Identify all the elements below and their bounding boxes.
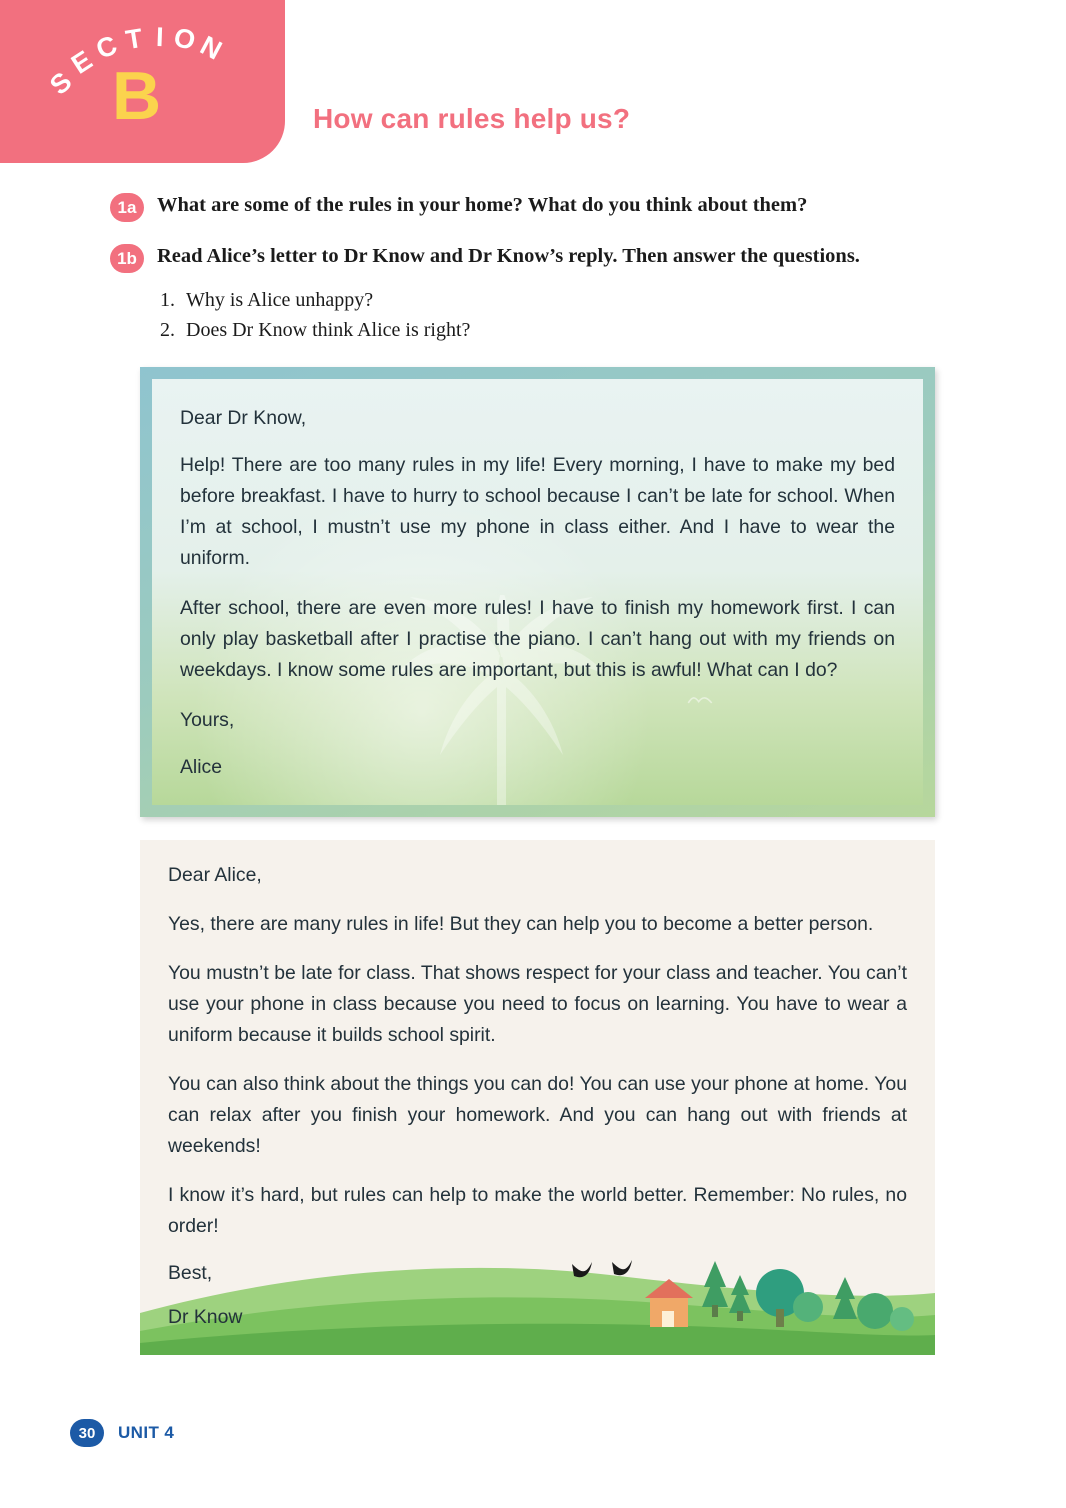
activity-prompt: What are some of the rules in your home? What do you think about them?: [157, 194, 808, 216]
tree-icon: [833, 1277, 857, 1319]
drknow-letter-text: [140, 840, 935, 1242]
section-banner: [0, 0, 285, 163]
activity-1b: [110, 243, 860, 273]
letter-closing: Yours,: [180, 709, 235, 731]
list-item: [160, 285, 470, 315]
activity-1a: [110, 192, 807, 222]
activity-badge: 1b: [110, 244, 144, 273]
letter-paragraph: You mustn’t be late for class. That shows respect for your class and teacher. You can’t use your phone in class because you need to focus on learning. You have to wear a uniform because it builds school spirit.: [168, 962, 907, 1046]
letter-salutation: Dear Alice,: [168, 864, 262, 886]
activity-prompt: Read Alice’s letter to Dr Know and Dr Know’s reply. Then answer the questions.: [157, 245, 860, 267]
question-number: 1.: [160, 289, 175, 311]
page-footer: [70, 1419, 174, 1447]
section-word-char: O: [170, 21, 200, 57]
activity-badge: 1a: [110, 193, 144, 222]
section-word-char: E: [66, 44, 99, 80]
bush-icon: [857, 1293, 893, 1329]
section-word-char: C: [91, 29, 123, 65]
letter-paragraph: I know it’s hard, but rules can help to make the world better. Remember: No rules, no order!: [168, 1184, 907, 1237]
letter-paragraph: You can also think about the things you can do! You can use your phone at home. You can relax after you finish your homework. And you can hang out with friends at weekends!: [168, 1073, 907, 1157]
alice-letter-text: [152, 379, 923, 783]
letter-signature: Dr Know: [168, 1306, 243, 1328]
landscape-decoration: [140, 1235, 935, 1355]
section-word-char: T: [123, 22, 146, 56]
letter-salutation: Dear Dr Know,: [180, 407, 307, 429]
page-number-badge: 30: [70, 1419, 104, 1447]
letter-signature: Alice: [180, 756, 223, 778]
letter-paragraph: Help! There are too many rules in my life! Every morning, I have to make my bed before breakfast. I have to hurry to school because I can’t be late for school. When I’m at school, I mustn’t use my phone in class either. And I have to wear the uniform.: [180, 454, 895, 569]
bush-icon: [793, 1292, 823, 1322]
section-word-char: I: [155, 21, 166, 53]
question-list: [160, 285, 470, 345]
letter-paragraph: After school, there are even more rules! I have to finish my homework first. I can only play basketball after I practise the piano. I can’t hang out with my friends on weekdays. I know some rules are important, but this is awful! What can I do?: [180, 597, 895, 681]
question-number: 2.: [160, 319, 175, 341]
question-text: Does Dr Know think Alice is right?: [186, 319, 471, 341]
drknow-letter-card: [140, 840, 935, 1355]
alice-letter-card: [140, 367, 935, 817]
list-item: [160, 315, 470, 345]
section-word-char: N: [195, 30, 228, 67]
page-title: How can rules help us?: [313, 103, 631, 134]
bush-icon: [890, 1307, 914, 1331]
section-word-char: S: [44, 65, 79, 101]
swallow-icons: [570, 1256, 650, 1286]
letter-closing: Best,: [168, 1262, 213, 1284]
unit-label: UNIT 4: [118, 1423, 175, 1442]
section-letter: B: [112, 58, 162, 134]
letter-paragraph: Yes, there are many rules in life! But they can help you to become a better person.: [168, 913, 874, 935]
question-text: Why is Alice unhappy?: [186, 289, 374, 311]
alice-letter-surface: [152, 379, 923, 805]
